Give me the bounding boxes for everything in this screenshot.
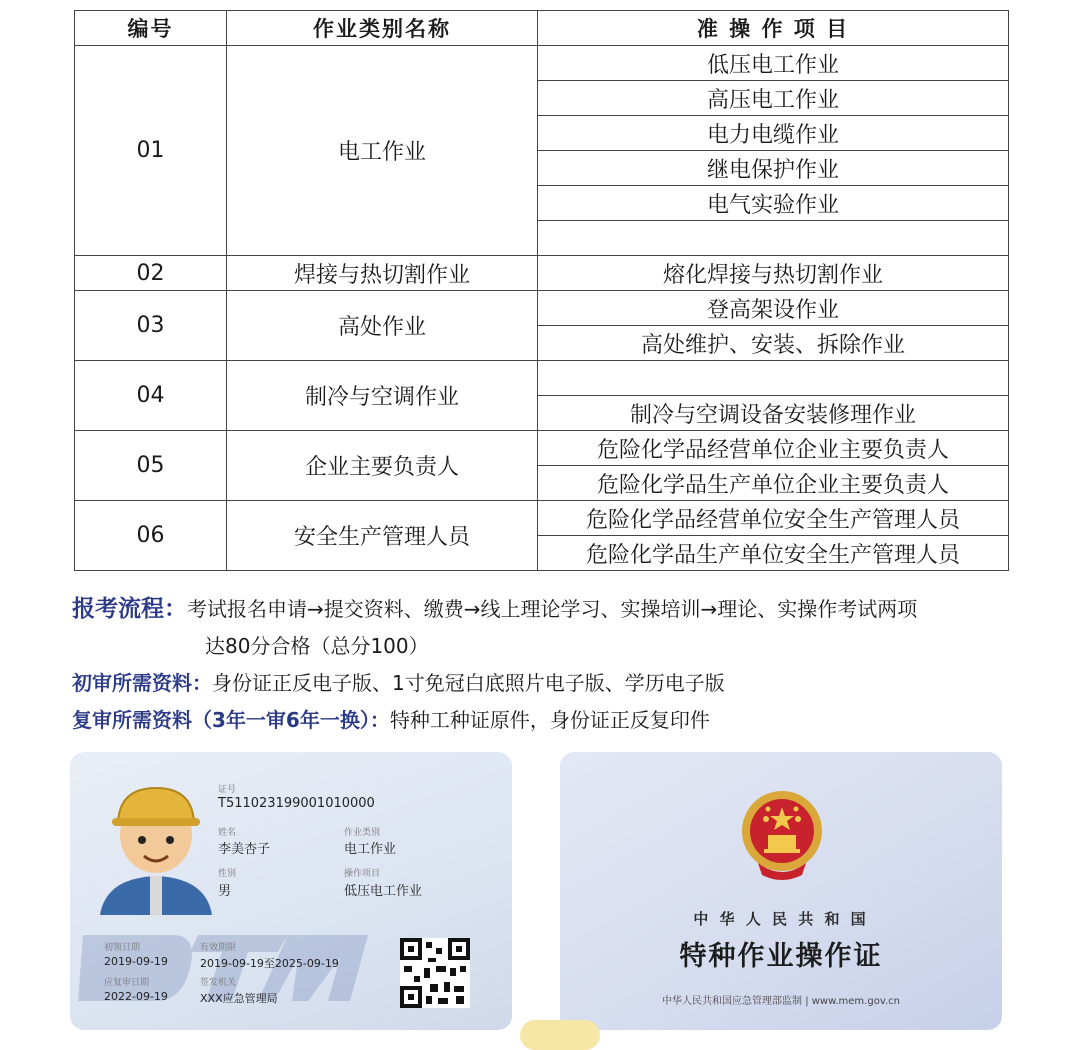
item-label: 操作项目 [344, 869, 381, 879]
row-code: 05 [75, 431, 227, 501]
row-category: 电工作业 [227, 46, 538, 256]
row-item [538, 221, 1009, 256]
first-date: 2019-09-19 [104, 955, 168, 968]
review-line [72, 704, 710, 733]
table-header-row [75, 11, 1009, 46]
issuer-label: 签发机关 [200, 978, 237, 988]
row-category: 制冷与空调作业 [227, 361, 538, 431]
card-country: 中 华 人 民 共 和 国 [693, 910, 869, 928]
row-item: 危险化学品生产单位安全生产管理人员 [538, 536, 1009, 571]
work-type: 电工作业 [344, 842, 397, 857]
row-item: 电力电缆作业 [538, 116, 1009, 151]
row-item: 制冷与空调设备安装修理作业 [538, 396, 1009, 431]
holder-gender: 男 [218, 884, 232, 899]
initial-line [72, 667, 725, 696]
table-row [75, 361, 1009, 396]
cert-no-label: 证号 [218, 785, 237, 795]
valid-period: 2019-09-19至2025-09-19 [200, 957, 339, 970]
row-item [538, 361, 1009, 396]
holder-name: 李美杏子 [218, 842, 271, 857]
row-code: 02 [75, 256, 227, 291]
decorative-blob [520, 1020, 600, 1050]
table-row [75, 431, 1009, 466]
gender-label: 性别 [218, 869, 237, 879]
header-code: 编号 [75, 11, 227, 46]
row-item: 登高架设作业 [538, 291, 1009, 326]
process-text-1: 考试报名申请→提交资料、缴费→线上理论学习、实操培训→理论、实操作考试两项 [187, 597, 918, 621]
row-code: 03 [75, 291, 227, 361]
cert-no: T511023199001010000 [218, 796, 375, 811]
worker-avatar-icon [96, 780, 216, 915]
review-label: 复审所需资料（3年一审6年一换）： [72, 708, 390, 732]
process-label: 报考流程： [72, 596, 187, 622]
row-category: 企业主要负责人 [227, 431, 538, 501]
initial-label: 初审所需资料： [72, 671, 212, 695]
row-code: 01 [75, 46, 227, 256]
row-item: 熔化焊接与热切割作业 [538, 256, 1009, 291]
qr-code-icon [400, 938, 470, 1008]
row-code: 04 [75, 361, 227, 431]
table-body [75, 46, 1009, 571]
row-item: 危险化学品经营单位安全生产管理人员 [538, 501, 1009, 536]
row-category: 高处作业 [227, 291, 538, 361]
national-emblem-icon [738, 785, 826, 885]
card-footer: 中华人民共和国应急管理部监制 | www.mem.gov.cn [662, 996, 900, 1007]
table-row [75, 256, 1009, 291]
row-item: 电气实验作业 [538, 186, 1009, 221]
valid-label: 有效期限 [200, 943, 237, 953]
row-item: 高压电工作业 [538, 81, 1009, 116]
type-label: 作业类别 [344, 828, 381, 838]
card-title: 特种作业操作证 [679, 941, 883, 972]
header-items: 准 操 作 项 目 [538, 11, 1009, 46]
qualification-table [74, 10, 1009, 571]
review-text: 特种工种证原件，身份证正反复印件 [389, 708, 710, 732]
initial-text: 身份证正反电子版、1寸免冠白底照片电子版、学历电子版 [212, 671, 725, 695]
process-line-2: 达80分合格（总分100） [205, 634, 429, 658]
process-line [72, 590, 917, 623]
operation-item: 低压电工作业 [344, 884, 423, 899]
table-row [75, 501, 1009, 536]
header-category: 作业类别名称 [227, 11, 538, 46]
row-code: 06 [75, 501, 227, 571]
review-date-label: 应复审日期 [104, 978, 150, 988]
table-row [75, 291, 1009, 326]
row-item: 危险化学品生产单位企业主要负责人 [538, 466, 1009, 501]
first-date-label: 初领日期 [104, 943, 141, 953]
row-item: 危险化学品经营单位企业主要负责人 [538, 431, 1009, 466]
table-row [75, 46, 1009, 81]
issuer: XXX应急管理局 [200, 992, 278, 1005]
row-category: 焊接与热切割作业 [227, 256, 538, 291]
name-label: 姓名 [218, 828, 237, 838]
review-date: 2022-09-19 [104, 990, 168, 1003]
row-category: 安全生产管理人员 [227, 501, 538, 571]
row-item: 高处维护、安装、拆除作业 [538, 326, 1009, 361]
row-item: 继电保护作业 [538, 151, 1009, 186]
row-item: 低压电工作业 [538, 46, 1009, 81]
